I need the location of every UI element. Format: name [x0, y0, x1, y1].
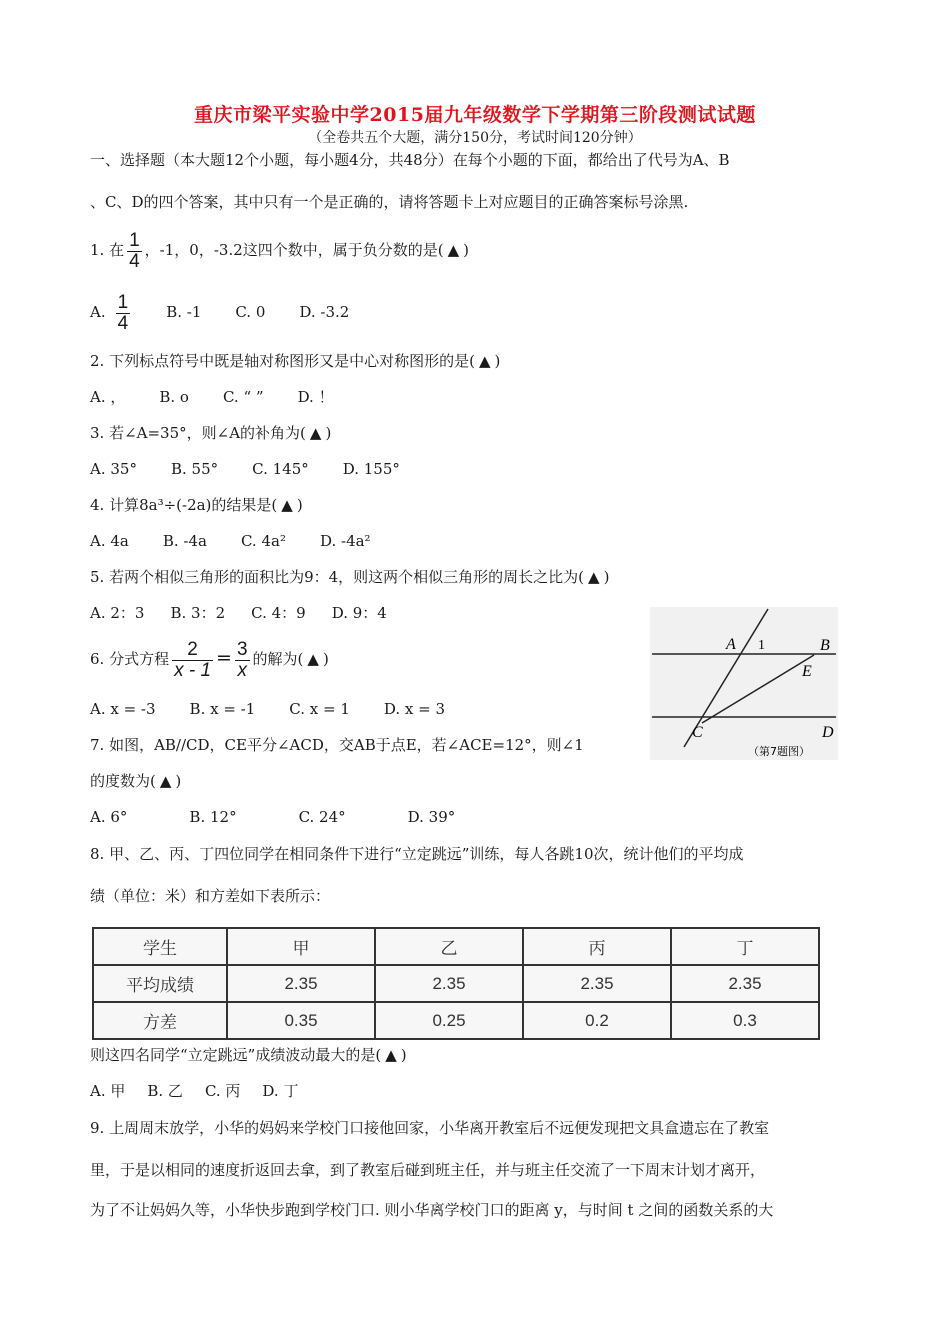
scores-table — [92, 927, 820, 1040]
table-cell: 2.35 — [375, 965, 523, 1002]
parallel-lines-diagram — [650, 607, 838, 760]
question-3: 3. 若∠A=35°，则∠A的补角为( ▲ ) — [90, 424, 332, 442]
option-c: C. 0 — [235, 303, 266, 321]
question-8-line1: 8. 甲、乙、丙、丁四位同学在相同条件下进行“立定跳远”训练，每人各跳10次，统计他们的平均成 — [90, 845, 744, 863]
table-cell: 2.35 — [671, 965, 819, 1002]
question-8-line2: 绩（单位：米）和方差如下表所示： — [90, 887, 331, 905]
option-a-fraction: $\frac{1}{4}$ — [117, 291, 129, 334]
answer-marker: ▲ — [159, 772, 172, 790]
answer-marker: ▲ — [309, 424, 322, 442]
answer-marker: ▲ — [281, 496, 293, 514]
figure-caption: （第7题图） — [748, 745, 810, 758]
table-cell: 2.35 — [523, 965, 671, 1002]
table-row — [93, 1002, 819, 1039]
question-5-options: A. 2：3 B. 3：2 C. 4：9 D. 9：4 — [90, 604, 387, 622]
label-c: C — [692, 724, 703, 741]
table-cell: 0.2 — [523, 1002, 671, 1039]
table-cell: 0.25 — [375, 1002, 523, 1039]
question-9-line1: 9. 上周周末放学，小华的妈妈来学校门口接他回家，小华离开教室后不远便发现把文具盒遗忘在了教室 — [90, 1119, 770, 1137]
question-3-options: A. 35° B. 55° C. 145° D. 155° — [90, 460, 400, 478]
table-cell: 2.35 — [227, 965, 375, 1002]
question-5: 5. 若两个相似三角形的面积比为9：4，则这两个相似三角形的周长之比为( ▲ ) — [90, 568, 610, 586]
question-7-line2: 的度数为( ▲ ) — [90, 772, 182, 790]
table-cell: 方差 — [93, 1002, 227, 1039]
table-cell: 乙 — [375, 928, 523, 965]
answer-marker: ▲ — [447, 241, 460, 259]
option-b: B. -1 — [166, 303, 202, 321]
section1-instructions-line2: 、C、D的四个答案，其中只有一个是正确的，请将答题卡上对应题目的正确答案标号涂黑. — [90, 193, 689, 211]
table-cell: 丁 — [671, 928, 819, 965]
fraction-2-over-x-minus-1: $\frac{2}{x - 1}$ — [174, 638, 212, 681]
question-8-options: A. 甲 B. 乙 C. 丙 D. 丁 — [90, 1082, 299, 1100]
exam-subtitle: （全卷共五个大题，满分150分，考试时间120分钟） — [308, 130, 642, 146]
exam-title: 重庆市梁平实验中学2015届九年级数学下学期第三阶段测试试题 — [194, 104, 756, 126]
fraction-3-over-x: $\frac{3}{x}$ — [236, 638, 248, 681]
question-1: 1. 在 $\frac{1}{4}$ ，-1，0，-3.2这四个数中，属于负分数的是( ▲ ) — [90, 229, 470, 272]
table-cell: 甲 — [227, 928, 375, 965]
label-1: 1 — [758, 638, 765, 653]
table-cell: 丙 — [523, 928, 671, 965]
question-2-options: A. ， B. o C. “ ” D. ！ — [90, 388, 334, 406]
question-7-options: A. 6° B. 12° C. 24° D. 39° — [90, 808, 456, 826]
question-7-figure — [650, 607, 838, 760]
question-7-line1: 7. 如图，AB//CD，CE平分∠ACD，交AB于点E，若∠ACE=12°，则∠1 — [90, 736, 584, 754]
table-row — [93, 965, 819, 1002]
question-6: 6. 分式方程 $\frac{2}{x - 1}$ = $\frac{3}{x}$ 的解为( ▲ ) — [90, 638, 329, 681]
answer-marker: ▲ — [307, 650, 319, 668]
answer-marker: ▲ — [588, 568, 600, 586]
table-cell: 0.35 — [227, 1002, 375, 1039]
question-1-options: A. $\frac{1}{4}$ B. -1 C. 0 D. -3.2 — [90, 291, 350, 334]
fraction-one-quarter: $\frac{1}{4}$ — [129, 229, 140, 272]
table-cell: 0.3 — [671, 1002, 819, 1039]
label-e: E — [802, 663, 812, 680]
table-cell: 平均成绩 — [93, 965, 227, 1002]
question-9-line3: 为了不让妈妈久等，小华快步跑到学校门口. 则小华离学校门口的距离 y，与时间 t 之间的函数关系的大 — [90, 1201, 774, 1219]
label-d: D — [822, 724, 834, 741]
option-d: D. -3.2 — [299, 303, 350, 321]
answer-marker: ▲ — [478, 352, 491, 370]
question-6-options: A. x = -3 B. x = -1 C. x = 1 D. x = 3 — [90, 700, 446, 718]
section1-instructions-line1: 一、选择题（本大题12个小题，每小题4分，共48分）在每个小题的下面，都给出了代号为A、B — [90, 151, 730, 169]
label-a: A — [726, 636, 736, 653]
answer-marker: ▲ — [385, 1046, 397, 1064]
question-4: 4. 计算8a³÷(-2a)的结果是( ▲ ) — [90, 496, 303, 514]
table-header-row — [93, 928, 819, 965]
label-b: B — [820, 637, 830, 654]
question-2: 2. 下列标点符号中既是轴对称图形又是中心对称图形的是( ▲ ) — [90, 352, 501, 370]
table-cell: 学生 — [93, 928, 227, 965]
question-9-line2: 里，于是以相同的速度折返回去拿，到了教室后碰到班主任，并与班主任交流了一下周末计划才离开， — [90, 1161, 766, 1179]
question-8-question: 则这四名同学“立定跳远”成绩波动最大的是( ▲ ) — [90, 1046, 407, 1064]
question-4-options: A. 4a B. -4a C. 4a² D. -4a² — [90, 532, 371, 550]
